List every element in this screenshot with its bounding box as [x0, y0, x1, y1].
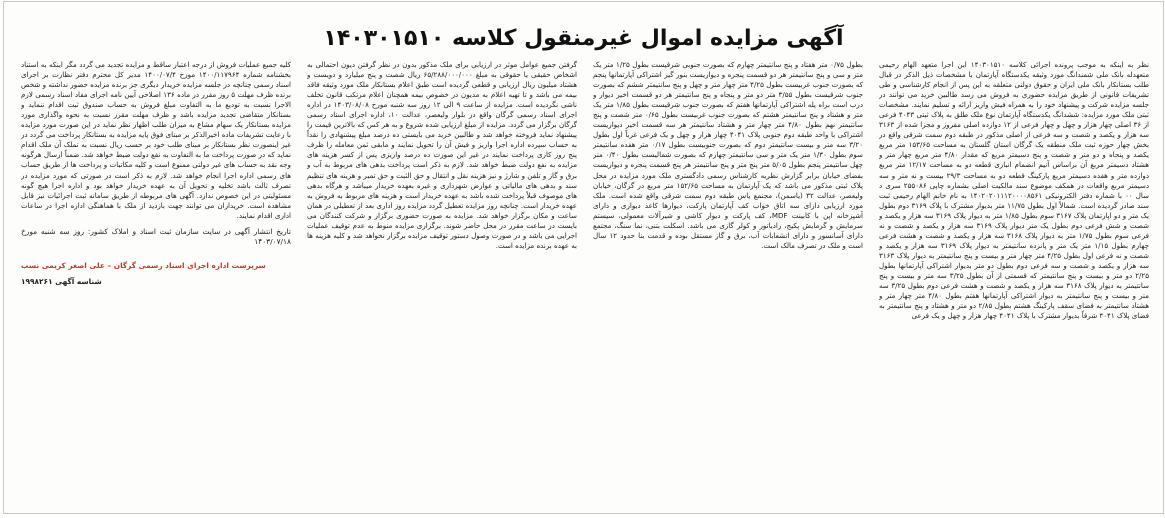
notice-column-2	[593, 60, 863, 501]
notice-column-1	[879, 60, 1149, 501]
notice-id: شناسه آگهی ۱۹۹۸۲۶۱	[21, 276, 102, 286]
notice-paragraph: بطول ۰/۷۵ متر هفتاد و پنج سانتیمتر چهارم که بصورت جنوبی شرقیست بطول ۱/۲۵ متر یک متر و سی و پنج سانتیمتر هر دو قسمت پنجره و دیواریست بنور گیر اشتراکی آپارتمانها پنجم که بصورت جنوب غربیست بطول ۴/۲۵ متر چهار متر و چهل و پنج سانتیمتر ششم که بصورت جنوب شرقیست بطول ۳/۵۵ متر دو متر و پنجاه و پنج سانتیمتر هر دو قسمت اخیر دیوار و درب است براه پله اشتراکی آپارتمانها هفتم که بصورت جنوب شرقیست بطول ۱/۸۵ متر یک متر و هشتاد و پنج سانتیمتر هشتم که بصورت جنوب غربیست بطول ۰/۶۵ متر شصت و پنج سانتیمتر نهم بطول ۴/۸۰ متر چهار متر و هشتاد سانتیمتر هر سه قسمت اخیر دیواریست اشتراکی با واحد طبقه دوم جنوبی پلاک ۴۰۴۱ چهار هزار و چهل و یک فرعی غرباً اول بطول ۳/۲۰ سه متر و بیست سانتیمتر دوم که بصورت جنوبیست بطول ۰/۱۷ متر هفده سانتیمتر سوم بطول ۱/۳۰ متر یک متر و سی سانتیمتر چهارم که بصورت شمالیست بطول ۰/۴۰ متر چهل سانتیمتر پنجم بطول ۵/۰۵ متر پنج متر و پنج سانتیمتر هر پنج قسمت پنجره و دیواریست بفضای خیابان برابر گزارش نظریه کارشناس رسمی دادگستری ملک مورد مزایده در محل پلاک ثبتی مذکور می باشد که یک آپارتمان به مساحت ۱۵۲/۶۵ متر مربع در گرگان، خیابان ولیعصر، عدالت ۳۲ (یاسمن)، مجتمع یاس طبقه دوم سمت شرقی واقع شده است. ملک مورد ارزیابی دارای سه اتاق خواب کف آپارتمان پارکت، دیوارها کاغذ دیواری و دارای آشپزخانه اپن با کابینت MDF، کف پارکت و دیوار کاشی و شیرآلات معمولی، سیستم سرمایش و گرمایش پکیج، رادیاتور و کولر گازی می باشد. اسکلت بتنی، نما سنگ، مجتمع دارای آسانسور و دارای انشعابات آب، برق و گاز مستقل بوده و قدمت بنا حدود ۱۲ سال است و ملک در تصرف مالک است.	[593, 60, 863, 250]
notice-title: آگهی مزایده اموال غیرمنقول کلاسه ۱۴۰۳۰۱۵۱۰	[323, 26, 844, 51]
notice-body	[18, 60, 1149, 501]
publication-date: تاریخ انتشار آگهی در سایت سازمان ثبت اسناد و املاک کشور: روز سه شنبه مورخ ۱۴۰۳/۰۷/۱۸	[21, 226, 291, 246]
notice-paragraph: گرفتن جمیع عوامل موثر در ارزیابی برای ملک مذکور بدون در نظر گرفتن دیون احتمالی به اشخاص حقیقی یا حقوقی به مبلغ ۶۵/۲۸۸/۰۰۰/۰۰۰ ریال شصت و پنج میلیارد و دویست و هشتاد میلیون ریال ارزیابی و قطعی گردیده است طبق اعلام بستانکار ملک مورد وثیقه فاقد بیمه می باشد و تا تهیه اعلام به مدیون در خصوص بیمه همچنان اعلام مرتکب قانون تخلف ناشی نگردیده است. مزایده از ساعت ۹ الی ۱۲ روز سه شنبه مورخ ۱۴۰۳/۰۸/۰۸ در اداره اجرای اسناد رسمی گرگان واقع در بلوار ولیعصر، عدالت ۱۰، اداره اجرای اسناد رسمی گرگان برگزار می گردد. مزایده از مبلغ ارزیابی شده شروع و به هر کس که بالاترین قیمت را پیشنهاد نماید فروخته خواهد شد و طالبین خرید می بایستی ده درصد مبلغ پیشنهادی را نقداً به حساب سپرده اداره اجرا واریز و فیش آن را تحویل نمایند و مابقی ثمن معامله را ظرف پنج روز کاری پرداخت نمایند در غیر این صورت ده درصد واریزی پس از کسر هزینه های مزایده به نفع دولت ضبط خواهد شد. لازم به ذکر است پرداخت بدهی های مربوط به آب و برق و گاز و تلفن و شارژ و نیز هزینه نقل و انتقال و حق الثبت و حق تمبر و هزینه های تنظیم سند و بدهی های مالیاتی و عوارض شهرداری و غیره بعهده خریدار میباشد و هرگاه بدهی های موصوف قبلاً پرداخت شده باشد به عهده خریدار است و هزینه های مربوط به فروش به عهده خریدار است. چنانچه روز مزایده تعطیل گردد مزایده روز اداری بعد از تعطیلی در همان ساعت و مکان برگزار خواهد شد. مزایده به صورت حضوری برگزار و شرکت کنندگان می بایست در ساعت مقرر در محل حاضر شوند. برگزاری مزایده منوط به عدم توقیف عملیات اجرایی می باشد و در صورت وصول دستور توقیف مزایده برگزار نخواهد شد و کلیه هزینه ها به عهده برنده مزایده است.	[307, 60, 577, 250]
notice-column-4	[21, 60, 291, 501]
signatory: سرپرست اداره اجرای اسناد رسمی گرگان – علی اصغر کریمی نسب	[21, 260, 266, 270]
notice-page	[3, 1, 1164, 514]
notice-column-3	[307, 60, 577, 501]
signature-block	[21, 227, 291, 287]
notice-paragraph: کلیه جمیع عملیات فروش از درجه اعتبار ساقط و مزایده تجدید می گردد مگر اینکه به استناد بخشنامه شماره ۱۴۰۰/۱۱۷۹۶۴ مورخ ۱۴۰۰/۰۷/۴ مدیر کل محترم دفتر نظارت بر اجرای اسناد رسمی چنانچه در جلسه مزایده خریدار دیگری جز برنده مزایده حضور نداشته و شخص برنده ظرف مهلت ۵ روز مقرر در ماده ۱۳۶ اصلاحی آیین نامه اجرای مفاد اسناد رسمی لازم الاجرا نسبت به تودیع ما به التفاوت مبلغ فروش به حساب صندوق ثبت اقدام ننماید و بستانکار متقاضی تجدید مزایده باشد و ظرف مهلت مقرر نسبت به نحوه واگذاری مورد مزایده بستانکار یک سهام مشاع به میزان طلب اظهار نظر نماید در این صورت مورد مزایده با رعایت تشریفات ماده اخیرالذکر بر مبنای فوق پایه مزایده به بستانکار پرداخت می گردد در غیر اینصورت نظر بستانکار بر مبنای طلب خود بر حسب ریال نسبت به تملک آن ملک اقدام نماید که در صورت پرداخت ما به التفاوت به نفع دولت ضبط خواهد شد. ضمناً ارسال هرگونه وجه نقد به حساب های غیر دولتی ممنوع است و کلیه مکاتبات و پرداخت ها از طریق حساب های رسمی اداره اجرا انجام خواهد شد. لازم به ذکر است در صورتی که مورد مزایده در تصرف ثالث باشد تخلیه و تحویل آن به عهده خریدار خواهد بود و اداره اجرا هیچ گونه مسئولیتی در این خصوص ندارد. آگهی های مربوطه از طریق سامانه ثبت اجرائیات نیز قابل مشاهده است. خریداران می توانند جهت بازدید از ملک با هماهنگی اداره اجرا در ساعات اداری اقدام نمایند.	[21, 60, 291, 220]
notice-paragraph: نظر به اینکه به موجب پرونده اجرائی کلاسه ۱۴۰۳۰۱۵۱۰ این اجرا متعهد الهام رحیمی متعهدله بانک ملی شمندانگ مورد وثیقه یکدستگاه آپارتمان با مشخصات ذیل الذکر در قبال طلب بستانکار بانک ملی ایران و حقوق دولتی متعلقه به این پس از انجام کارشناسی و طی تشریفات قانونی از طریق مزایده حضوری به فروش می رسد طالبین خرید می توانند در جلسه مزایده شرکت و پیشنهاد خود را به همراه فیش واریز ارائه و تسلیم نمایند. مشخصات ثبتی ملک مورد مزایده: ششدانگ یکدستگاه آپارتمان نوع ملک طلق به پلاک ثبتی ۴۰۴۳ فرعی از ۳۶ اصلی چهار هزار و چهل و چهار فرعی از ۱۲ دوازده اصلی مفروز و مجزا شده از ۳۱۶۳ سه هزار و یکصد و شصت و سه فرعی از اصلی مذکور در طبقه دوم سمت شرقی واقع در بخش چهار حوزه ثبت ملک منطقه یک گرگان استان گلستان به مساحت ۱۵۳/۶۵ متر مربع یکصد و پنجاه و دو متر و شصت و پنج دسیمتر مربع که مقدار ۴/۸۰ متر مربع چهار متر و هشتاد دسیمتر مربع آن براساس آنیم انضمام انباری قطعه دو به مساحت ۱۲/۱۷ متر مربع دوازده متر و هفده دسیمتر مربع پارکینگ قطعه دو به مساحت ۲۹/۳ بیست و نه متر و سه دسیمتر مربع واقعات در همکف موضوع سند مالکیت اصلی بشماره چاپی ۲۵۵۰۸۶ سری د سال ۰۰ با شماره دفتر الکترونیکی ۱۴۰۲۰۲۰۱۱۱۲۰۰۰۰۸۵۶۱ به نام خانم الهام رحیمی ثبت سند صادر گردیده است. شمالاً اول بطول ۱۱/۷۵ متر بدیوار مشترک با پلاک ۳۱۶۹ دوم بطول یک متر و دو اپارتمان پلاک ۳۱۶۷ سوم بطول ۱/۸۵ متر به دیوار پلاک ۳۱۶۹ سه هزار و یکصد و شصت و شش فرعی دوم بطول یک متر دیوار پلاک ۳۱۶۹ سه هزار و یکصد و شصت و نه فرعی سوم بطول ۱/۷۵ متر به دیوار پلاک ۳۱۶۸ سه هزار و یکصد و شصت و هشت فرعی چهارم بطول ۱/۱۵ متر یک متر و پانزده سانتیمتر به دیوار پلاک ۳۱۶۹ سه هزار و یکصد و شصت و نه فرعی اول بطول ۴/۲۵ متر چهار متر و بیست و پنج سانتیمتر به دیوار پلاک ۳۱۶۳ سه هزار و یکصد و شصت و سه فرعی دوم بطول دو متر بدیوار اشتراکی آپارتمانها بطول ۲/۲۵ دو متر و بیست و پنج سانتیمتر که قسمتی از آن بطول ۳/۲۵ سه متر و بیست و پنج سانتیمتر به دیوار پلاک ۳۱۶۸ سه هزار و یکصد و شصت و هشت فرعی دوم بطول ۳/۲۵ سه متر و بیست و پنج سانتیمتر به دیوار اشتراکی آپارتمانها هفتم بطول ۴/۸۰ متر چهار متر و هشتاد سانتیمتر به فضای سقف پارکینگ هشتم بطول ۲/۸۵ دو متر و هشتاد و پنج سانتیمتر به فضای پلاک ۴۰۴۱ شرقاً بدیوار مشترک با پلاک ۴۰۴۱ چهار هزار و چهل و یک فرعی	[879, 60, 1149, 321]
